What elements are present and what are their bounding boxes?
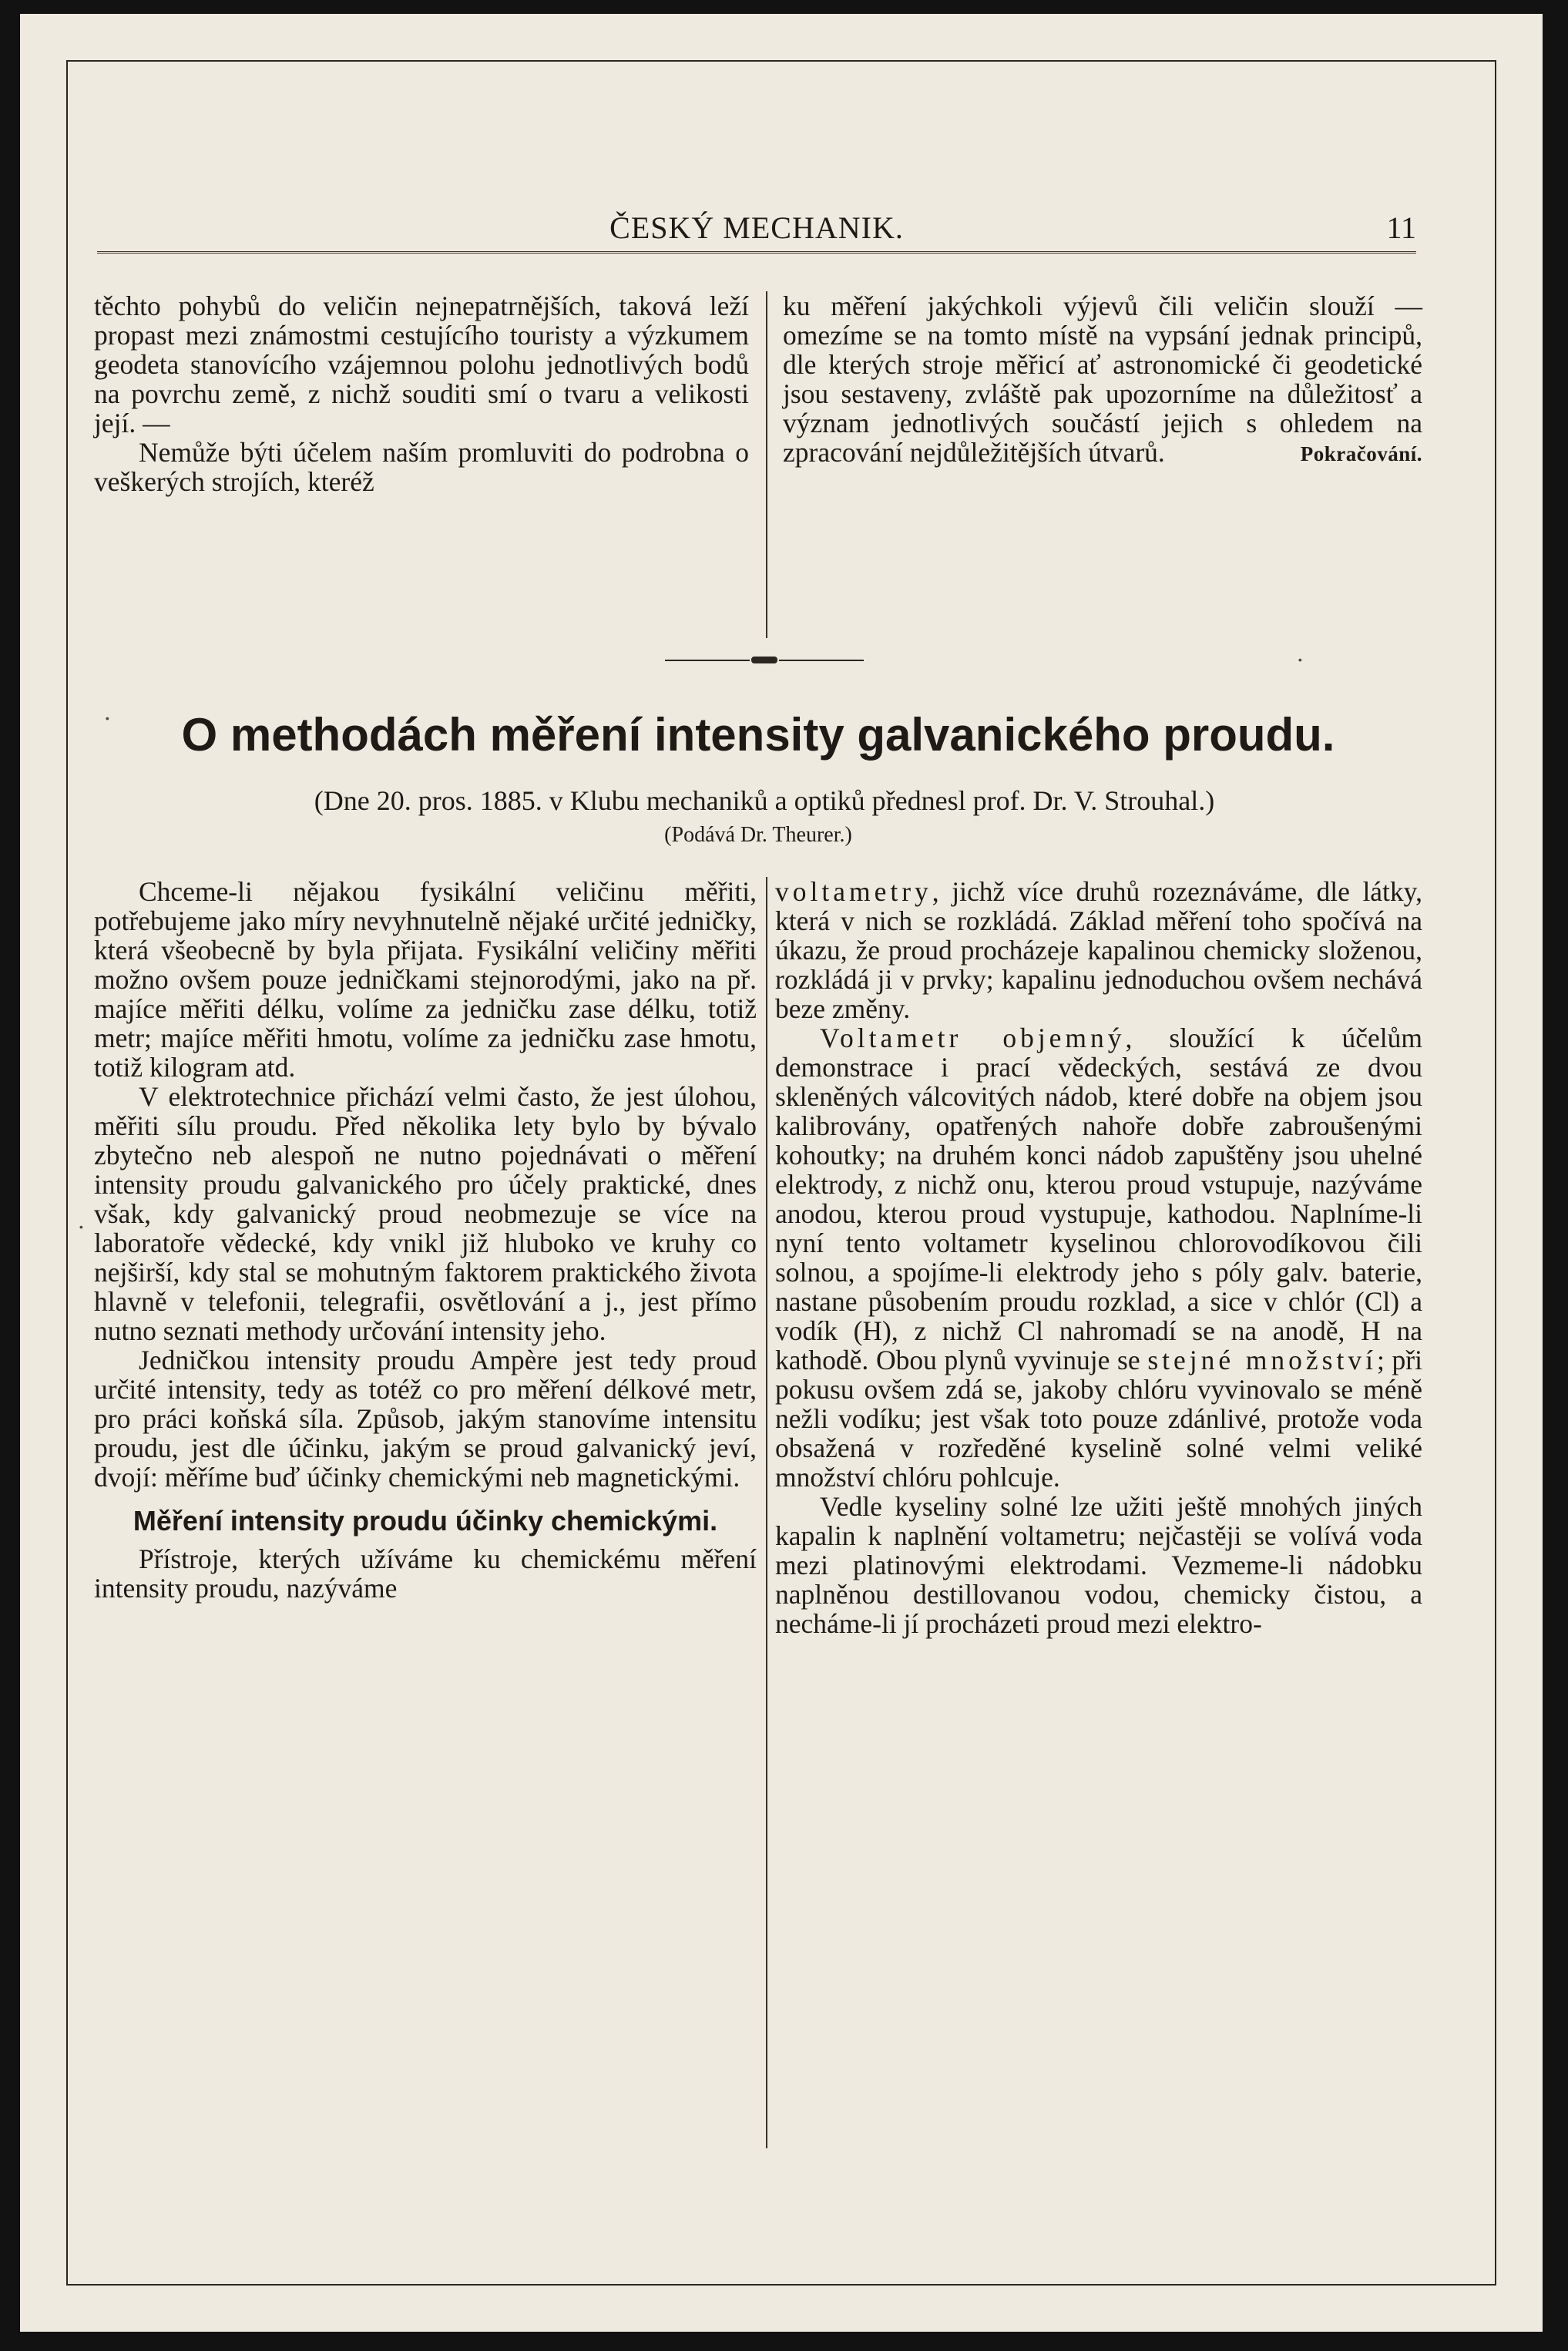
- paragraph: V elektrotechnice přichází velmi často, že jest úlohou, měřiti sílu proudu. Před několika lety bylo by bývalo zbytečno neb alespoň ne nutno pojednávati o měření intensity proudu galvanického pro účely praktické, dnes však, kdy galvanický proud neobmezuje se více na laboratoře vědecké, kdy vnikl již hluboko ve kruhy co nejširší, kdy stal se mohutným faktorem praktického života hlavně v telefonii, telegrafii, osvětlování a j., jest přímo nutno seznati methody určování intensity jeho.: [94, 1081, 757, 1346]
- paragraph: ku měření jakýchkoli výjevů čili veličin slouží — omezíme se na tomto místě na vypsání jednak principů, dle kterých stroje měřicí ať astronomické či geodetické jsou sestaveny, zvláště pak upozorníme na důležitosť a význam jednotlivých součástí jejich s ohledem na zpracování nejdůležitějších útvarů.: [783, 291, 1422, 468]
- header-rule: [97, 251, 1416, 254]
- paragraph: [775, 877, 1422, 1023]
- paragraph: Chceme-li nějakou fysikální veličinu měřiti, potřebujeme jako míry nevyhnutelně nějaké určité jedničky, která všeobecně by byla přijata. Fysikální veličiny měřiti možno ovšem pouze jedničkami stejnorodými, jako na př. majíce měřiti délku, volíme za jedničku zase délku, totiž metr; majíce měřiti hmotu, volíme za jedničku zase hmotu, totiž kilogram atd.: [94, 876, 757, 1083]
- paragraph: [775, 1023, 1422, 1492]
- paragraph-text: ; při pokusu ovšem zdá se, jakoby chlóru vyvinovalo se méně nežli vodíku; jest však toto pouze zdánlivé, protože voda obsažená v rozředěné kyselině solné velmi veliké množství chlóru pohlcuje.: [775, 1345, 1422, 1493]
- scanned-page: [20, 14, 1543, 2332]
- scan-speck: ·: [103, 704, 112, 732]
- scan-speck: ·: [1296, 646, 1304, 673]
- article-left-column: [94, 877, 757, 1603]
- spaced-term: stejné množství: [1147, 1345, 1377, 1375]
- scan-speck: ·: [77, 1213, 86, 1241]
- paragraph: těchto pohybů do veličin nejnepatrnějších, taková leží propast mezi známostmi cestujícího touristy a výzkumem geodeta stanovícího vzájemnou polohu jednotlivých bodů na povrchu země, z nichž souditi smí o tvaru a velikosti její. —: [94, 291, 749, 438]
- journal-title: ČESKÝ MECHANIK.: [609, 210, 904, 245]
- spaced-term: Voltametr objemný: [820, 1023, 1126, 1053]
- paragraph: Jedničkou intensity proudu Ampère jest tedy proud určité intensity, tedy as totéž co pro měření délkové metr, pro práci koňská síla. Způsob, jakým stanovíme intensitu proudu, jest dle účinku, jakým se proud galvanický jeví, dvojí: měříme buď účinky chemickými neb magnetickými.: [94, 1345, 757, 1493]
- paragraph: Přístroje, kterých užíváme ku chemickému měření intensity proudu, nazýváme: [94, 1543, 757, 1604]
- article-byline: (Dne 20. pros. 1885. v Klubu mechaniků a optiků přednesl prof. Dr. V. Strouhal.): [314, 785, 1215, 816]
- article-title: O methodách měření intensity galvanického proudu.: [181, 709, 1335, 761]
- paragraph: Nemůže býti účelem naším promluviti do podrobna o veškerých strojích, kteréž: [94, 437, 749, 497]
- column-divider: [766, 291, 767, 638]
- top-left-column: [94, 291, 749, 496]
- running-head: [97, 205, 1416, 251]
- section-heading: Měření intensity proudu účinky chemickými.: [133, 1505, 718, 1537]
- paragraph: Vedle kyseliny solné lze užiti ještě mnohých jiných kapalin k naplnění voltametru; nejčastěji se volívá voda mezi platinovými elektrodami. Vezmeme-li nádobku naplněnou destillovanou vodou, chemicky čistou, a necháme-li jí procházeti proud mezi elektro-: [775, 1491, 1422, 1639]
- page-number: 11: [1386, 210, 1416, 245]
- section-ornament: [665, 655, 864, 666]
- paragraph-text: , jichž více druhů rozeznáváme, dle látky, která v nich se rozkládá. Základ měření toho spočívá na úkazu, že proud procházeje kapalinou chemicky složenou, rozkládá ji v prvky; kapalinu jednoduchou ovšem nechává beze změny.: [775, 876, 1422, 1024]
- spaced-term: voltametry: [775, 876, 932, 907]
- article-right-column: [775, 877, 1422, 1638]
- top-right-column: [783, 291, 1422, 469]
- column-divider: [766, 877, 767, 2148]
- paragraph-text: , sloužící k účelům demonstrace i prací vědeckých, sestává ze dvou skleněných válcovitých nádob, které dobře na objem jsou kalibrovány, opatřených nahoře dobře zabroušenými kohoutky; na druhém konci nádob zapuštěny jsou uhelné elektrody, z nichž onu, kterou proud vstupuje, nazýváme anodou, kterou proud vystupuje, kathodou. Naplníme-li nyní tento voltametr kyselinou chlorovodíkovou čili solnou, a spojíme-li elektrody jeho s póly galv. baterie, nastane působením proudu rozklad, a sice v chlór (Cl) a vodík (H), z nichž Cl nahromadí se na anodě, H na kathodě. Obou plynů vyvinuje se: [775, 1023, 1422, 1375]
- continuation-note: Pokračování.: [1300, 442, 1422, 465]
- article-editor: (Podává Dr. Theurer.): [664, 823, 852, 847]
